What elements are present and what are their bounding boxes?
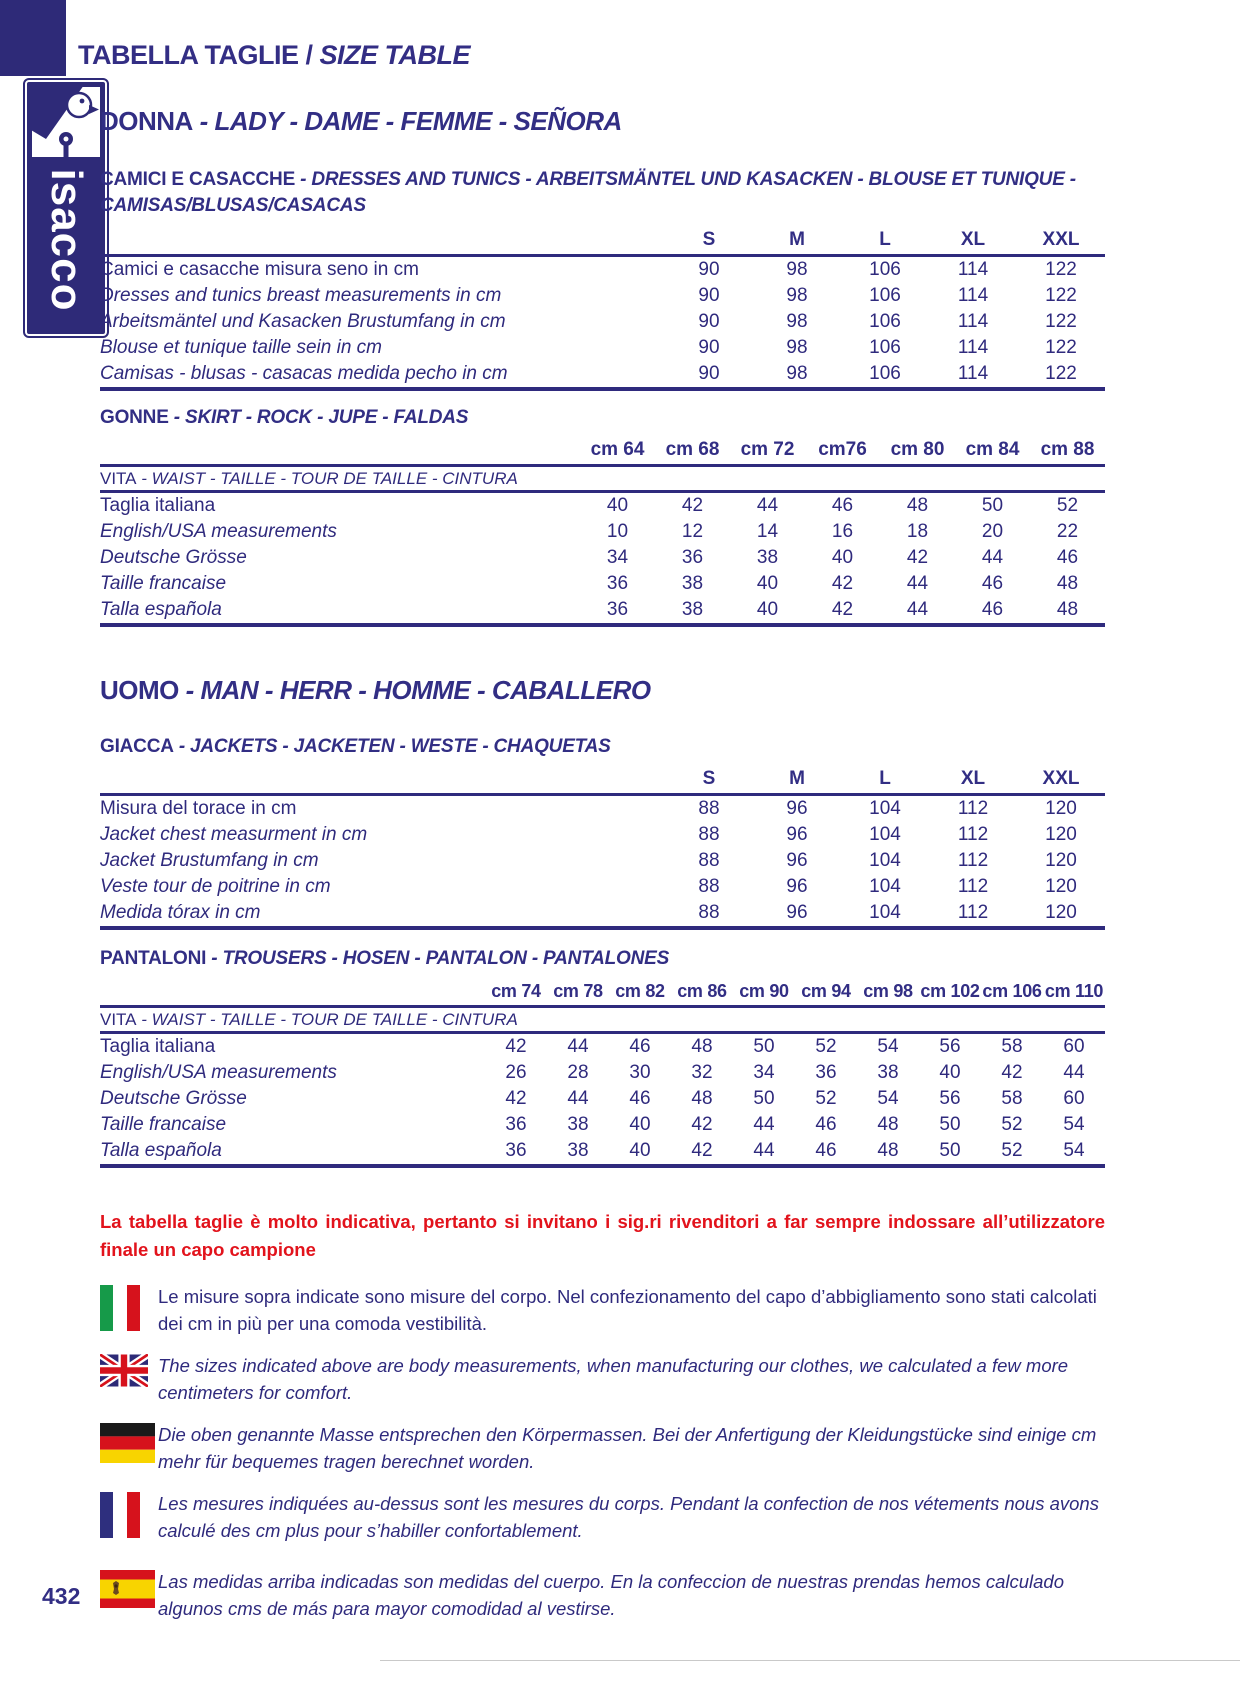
size-value: 40 [609,1138,671,1166]
size-value: 112 [957,824,989,845]
size-value: 104 [869,798,901,819]
france-flag-icon [100,1490,158,1543]
pantaloni-size-table [100,978,1105,1168]
size-value: 98 [786,311,808,332]
size-value: 48 [857,1138,919,1166]
size-value: 90 [698,259,720,280]
size-column-header: cm 98 [857,978,919,1007]
camici-heading [100,167,1105,219]
note-german [100,1421,1105,1477]
row-label: Jacket Brustumfang in cm [100,850,319,871]
size-value: 88 [698,798,720,819]
size-value: 44 [981,547,1004,568]
size-value: 60 [1063,1088,1085,1109]
uomo-title-rest: - MAN - HERR - HOMME - CABALLERO [178,675,651,705]
size-value: 42 [505,1088,527,1109]
note-italian [100,1283,1105,1339]
donna-section-title [100,106,1105,137]
giacca-heading-primary: GIACCA [100,736,174,757]
size-value: 38 [681,573,704,594]
size-value: 34 [606,547,629,568]
size-row [100,545,1105,571]
size-value: 60 [1063,1036,1085,1057]
bottom-page-edge-line [380,1660,1240,1661]
note-english [100,1352,1105,1408]
size-column-header: S [665,227,753,256]
size-value: 40 [831,547,854,568]
size-value: 52 [1056,495,1079,516]
camici-heading-primary: CAMICI E CASACCHE [100,169,296,190]
size-value: 42 [1001,1062,1023,1083]
donna-title-primary: DONNA [100,106,193,136]
size-value: 48 [691,1088,713,1109]
size-value: 44 [880,597,955,625]
size-value: 106 [869,337,901,358]
size-value: 50 [753,1088,775,1109]
size-value: 112 [957,876,989,897]
size-value: 40 [939,1062,961,1083]
size-value: 44 [753,1114,775,1135]
size-value: 98 [786,259,808,280]
size-value: 44 [567,1036,589,1057]
size-value: 36 [815,1062,837,1083]
size-value: 16 [831,521,854,542]
size-value: 52 [815,1036,837,1057]
size-value: 48 [1056,573,1079,594]
size-value: 50 [939,1114,961,1135]
size-value: 120 [1017,900,1105,928]
waist-subheader-row [100,466,1105,492]
row-label: Talla española [100,1138,485,1166]
spain-flag-icon [100,1568,158,1613]
size-value: 38 [547,1138,609,1166]
size-value: 98 [786,285,808,306]
size-value: 112 [957,798,989,819]
size-value: 88 [665,900,753,928]
size-column-header: L [841,766,929,795]
size-value: 40 [606,495,629,516]
main-content [100,106,1105,1637]
gonne-heading-primary: GONNE [100,407,169,428]
row-label: Dresses and tunics breast measurements in cm [100,285,502,306]
row-label: Arbeitsmäntel und Kasacken Brustumfang in cm [100,311,506,332]
size-value: 90 [698,311,720,332]
size-row [100,1060,1105,1086]
size-column-header: cm 90 [733,978,795,1007]
size-row [100,335,1105,361]
size-column-header: cm 86 [671,978,733,1007]
gonne-size-table [100,437,1105,627]
size-value: 114 [957,259,989,280]
page-number: 432 [42,1583,81,1609]
size-column-header: cm 110 [1043,978,1105,1007]
size-value: 120 [1045,824,1077,845]
size-column-header: cm 102 [919,978,981,1007]
size-header-row [100,766,1105,795]
note-text-spanish: Las medidas arriba indicadas son medidas del cuerpo. En la confeccion de nuestras prendas hemos calculado algunos cms de más para mayor comodidad al vestirse. [158,1570,1065,1619]
camici-heading-rest: - DRESSES AND TUNICS - ARBEITSMÄNTEL UND KASACKEN - BLOUSE ET TUNIQUE - CAMISAS/BLUSAS/CASACAS [100,169,1076,216]
size-value: 98 [753,361,841,389]
size-value: 90 [698,337,720,358]
size-value: 42 [681,495,704,516]
size-value: 42 [831,573,854,594]
pantaloni-heading-primary: PANTALONI [100,948,207,969]
size-column-header: cm 82 [609,978,671,1007]
size-value: 32 [691,1062,713,1083]
gonne-heading [100,405,1105,431]
size-value: 104 [869,876,901,897]
size-row [100,1112,1105,1138]
size-value: 54 [1043,1138,1105,1166]
size-value: 106 [869,285,901,306]
row-label: Medida tórax in cm [100,900,665,928]
size-value: 34 [753,1062,775,1083]
size-header-row [100,227,1105,256]
size-column-header: cm 72 [730,437,805,466]
size-value: 50 [919,1138,981,1166]
size-row [100,571,1105,597]
size-label-column-header [100,437,580,466]
logo-wordmark: isacco [42,168,91,312]
size-value: 96 [786,876,808,897]
row-label: Talla española [100,597,580,625]
size-column-header: cm 84 [955,437,1030,466]
size-value: 38 [756,547,779,568]
size-column-header: cm 88 [1030,437,1105,466]
size-row [100,492,1105,520]
giacca-heading [100,734,1105,760]
size-value: 50 [981,495,1004,516]
giacca-heading-rest: - JACKETS - JACKETEN - WESTE - CHAQUETAS [173,736,611,757]
size-value: 46 [981,573,1004,594]
row-label: Veste tour de poitrine in cm [100,876,331,897]
size-row [100,361,1105,389]
size-value: 114 [957,311,989,332]
size-value: 122 [1045,311,1077,332]
germany-flag-icon [100,1421,158,1468]
note-french [100,1490,1105,1546]
size-column-header: cm76 [805,437,880,466]
row-label: Blouse et tunique taille sein in cm [100,337,382,358]
size-row [100,597,1105,625]
size-row [100,519,1105,545]
size-header-row [100,978,1105,1007]
size-value: 36 [485,1138,547,1166]
size-value: 48 [1030,597,1105,625]
size-value: 106 [869,311,901,332]
size-value: 52 [1001,1114,1023,1135]
size-value: 36 [505,1114,527,1135]
size-row [100,874,1105,900]
size-value: 14 [756,521,779,542]
row-label: English/USA measurements [100,521,337,542]
size-value: 56 [939,1088,961,1109]
size-value: 96 [786,850,808,871]
size-value: 120 [1045,850,1077,871]
size-value: 120 [1045,876,1077,897]
size-header-row [100,437,1105,466]
chef-icon [32,87,100,157]
isacco-logo [25,80,107,336]
size-column-header: XXL [1017,227,1105,256]
size-value: 90 [665,361,753,389]
size-value: 96 [786,824,808,845]
size-value: 56 [939,1036,961,1057]
size-value: 54 [1063,1114,1085,1135]
note-text-german: Die oben genannte Masse entsprechen den Körpermassen. Bei der Anfertigung der Kleidungstücke sind einige cm mehr für bequemes tragen berechnet worden. [158,1423,1097,1472]
size-value: 42 [691,1114,713,1135]
size-value: 26 [505,1062,527,1083]
size-row [100,900,1105,928]
size-value: 42 [805,597,880,625]
size-row [100,309,1105,335]
size-column-header: cm 64 [580,437,655,466]
size-value: 122 [1045,259,1077,280]
size-value: 122 [1017,361,1105,389]
size-value: 98 [786,337,808,358]
page-title-italic: SIZE TABLE [319,40,470,70]
row-label: Taille francaise [100,573,227,594]
size-value: 50 [753,1036,775,1057]
size-value: 48 [906,495,929,516]
size-value: 104 [869,850,901,871]
row-label: Deutsche Grösse [100,547,247,568]
size-value: 122 [1045,337,1077,358]
waist-subheader-row [100,1007,1105,1033]
size-value: 46 [629,1088,651,1109]
pantaloni-heading [100,946,1105,972]
size-value: 88 [698,876,720,897]
size-value: 44 [1063,1062,1085,1083]
language-notes [100,1283,1105,1624]
gonne-heading-rest: - SKIRT - ROCK - JUPE - FALDAS [168,407,469,428]
size-value: 36 [681,547,704,568]
size-label-column-header [100,227,665,256]
note-text-english: The sizes indicated above are body measurements, when manufacturing our clothes, we calculated a few more centimeters for comfort. [158,1354,1069,1403]
size-column-header: cm 106 [981,978,1043,1007]
italy-flag-icon [100,1283,158,1336]
size-value: 42 [505,1036,527,1057]
size-row [100,795,1105,823]
size-value: 46 [795,1138,857,1166]
row-label: Camisas - blusas - casacas medida pecho in cm [100,361,665,389]
size-value: 46 [815,1114,837,1135]
size-value: 44 [756,495,779,516]
size-column-header: L [841,227,929,256]
size-row [100,1086,1105,1112]
note-spanish [100,1568,1105,1624]
page-title [78,40,470,71]
size-column-header: cm 94 [795,978,857,1007]
size-column-header: XL [929,227,1017,256]
size-value: 38 [877,1062,899,1083]
row-label: Deutsche Grösse [100,1088,247,1109]
size-row [100,822,1105,848]
pantaloni-heading-rest: - TROUSERS - HOSEN - PANTALON - PANTALONES [206,948,670,969]
note-text-french: Les mesures indiquées au-dessus sont les mesures du corps. Pendant la confection de nos vétements nous avons calculé des cm plus pour s’habiller confortablement. [158,1492,1099,1541]
size-value: 38 [567,1114,589,1135]
size-value: 96 [753,900,841,928]
note-text-italian: Le misure sopra indicate sono misure del corpo. Nel confezionamento del capo d’abbigliamento sono stati calcolati dei cm in più per una comoda vestibilità. [158,1285,1097,1334]
size-value: 106 [841,361,929,389]
size-value: 114 [929,361,1017,389]
corner-accent-square [0,0,66,76]
size-label-column-header [100,978,485,1007]
size-value: 36 [606,573,629,594]
size-value: 10 [606,521,629,542]
size-value: 90 [698,285,720,306]
size-value: 18 [906,521,929,542]
size-column-header: XXL [1017,766,1105,795]
size-row [100,256,1105,284]
size-value: 52 [981,1138,1043,1166]
size-value: 20 [981,521,1004,542]
size-value: 114 [957,337,989,358]
size-column-header: cm 74 [485,978,547,1007]
size-value: 52 [815,1088,837,1109]
size-column-header: cm 80 [880,437,955,466]
size-value: 106 [869,259,901,280]
size-value: 58 [1001,1088,1023,1109]
waist-subheader: VITA - WAIST - TAILLE - TOUR DE TAILLE - CINTURA [100,1007,1105,1033]
size-value: 54 [877,1088,899,1109]
size-row [100,1033,1105,1061]
size-value: 114 [957,285,989,306]
row-label: Taille francaise [100,1114,227,1135]
size-row [100,1138,1105,1166]
row-label: Taglia italiana [100,1036,216,1057]
row-label: Jacket chest measurment in cm [100,824,368,845]
size-value: 104 [869,824,901,845]
size-column-header: XL [929,766,1017,795]
uomo-title-primary: UOMO [100,675,179,705]
size-value: 46 [1056,547,1079,568]
size-value: 46 [629,1036,651,1057]
size-value: 30 [629,1062,651,1083]
size-value: 112 [929,900,1017,928]
sizing-warning-note: La tabella taglie è molto indicativa, pertanto si invitano i sig.ri rivenditori a far sempre indossare all’utilizzatore finale un capo campione [100,1211,1105,1260]
uk-flag-icon [100,1352,158,1392]
size-value: 22 [1056,521,1079,542]
size-value: 88 [698,824,720,845]
size-value: 48 [877,1114,899,1135]
camici-size-table [100,227,1105,391]
size-column-header: cm 68 [655,437,730,466]
size-value: 58 [1001,1036,1023,1057]
page-title-primary: TABELLA TAGLIE / [78,40,320,70]
size-column-header: S [665,766,753,795]
size-value: 40 [629,1114,651,1135]
waist-subheader: VITA - WAIST - TAILLE - TOUR DE TAILLE - CINTURA [100,466,1105,492]
size-row [100,283,1105,309]
size-value: 48 [691,1036,713,1057]
size-value: 46 [955,597,1030,625]
row-label: English/USA measurements [100,1062,337,1083]
size-value: 88 [698,850,720,871]
size-value: 42 [671,1138,733,1166]
size-value: 44 [733,1138,795,1166]
size-value: 46 [831,495,854,516]
size-column-header: cm 78 [547,978,609,1007]
size-value: 28 [567,1062,589,1083]
size-value: 40 [756,573,779,594]
size-value: 122 [1045,285,1077,306]
size-column-header: M [753,227,841,256]
size-value: 44 [567,1088,589,1109]
size-row [100,848,1105,874]
giacca-size-table [100,766,1105,930]
size-value: 112 [957,850,989,871]
size-value: 104 [841,900,929,928]
size-value: 54 [877,1036,899,1057]
size-value: 42 [906,547,929,568]
row-label: Taglia italiana [100,495,216,516]
size-value: 44 [906,573,929,594]
row-label: Camici e casacche misura seno in cm [100,259,419,280]
size-value: 36 [580,597,655,625]
row-label: Misura del torace in cm [100,798,297,819]
size-value: 120 [1045,798,1077,819]
size-value: 38 [655,597,730,625]
uomo-section-title [100,675,1105,706]
donna-title-rest: - LADY - DAME - FEMME - SEÑORA [192,106,622,136]
size-value: 40 [730,597,805,625]
size-column-header: M [753,766,841,795]
size-value: 12 [681,521,704,542]
size-label-column-header [100,766,665,795]
size-value: 96 [786,798,808,819]
